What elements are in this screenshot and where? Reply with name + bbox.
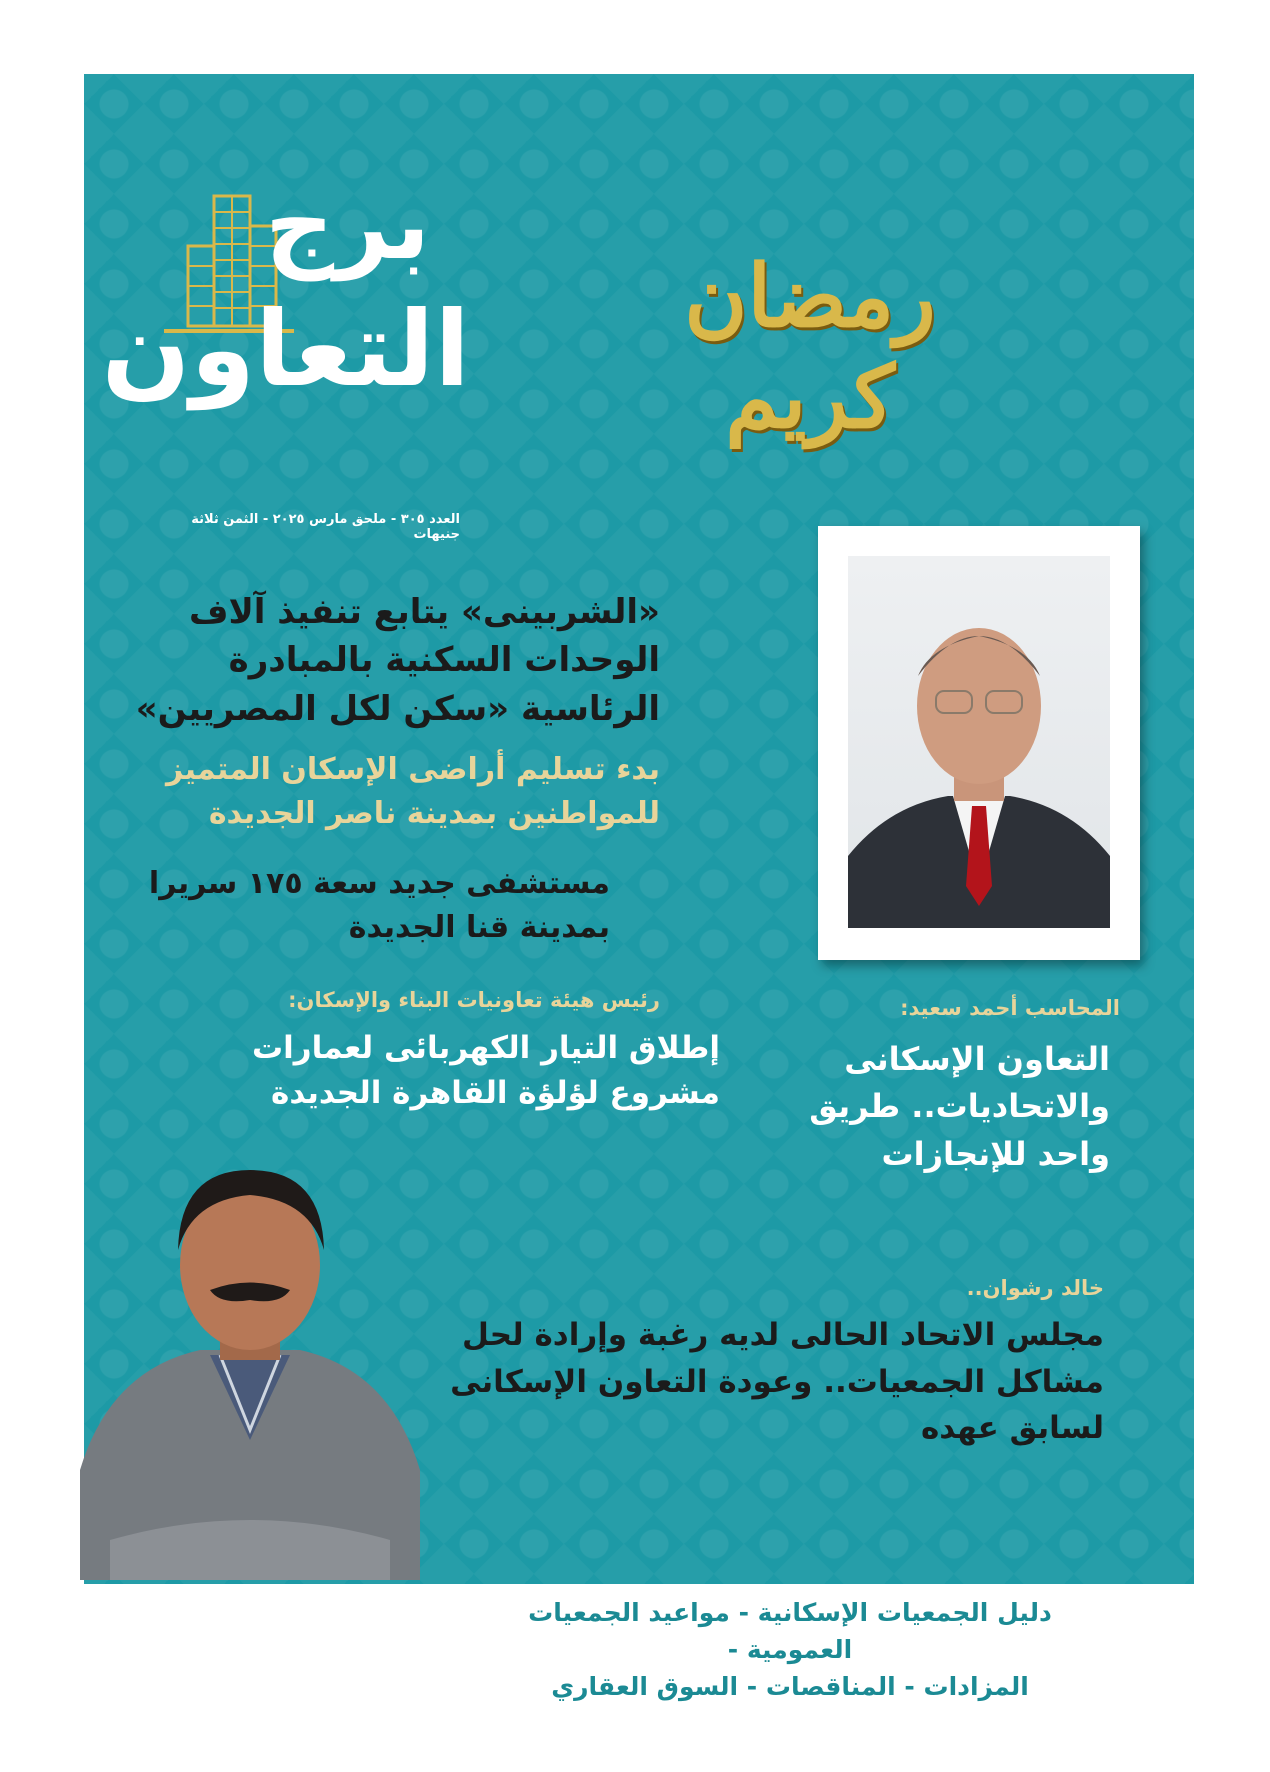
side-story-headline: التعاون الإسكانى والاتحاديات.. طريق واحد للإنجازات [809,1040,1110,1173]
portrait-figure-icon [848,556,1110,928]
side-story-kicker: المحاسب أحمد سعيد: [900,996,1120,1020]
headline-electricity: إطلاق التيار الكهربائى لعمارات مشروع لؤلؤة القاهرة الجديدة [251,1030,720,1111]
portrait-frame [818,526,1140,960]
masthead-title-word1: برج [265,169,430,281]
headline-hospital: مستشفى جديد سعة ١٧٥ سريرا بمدينة قنا الجديدة [148,866,610,945]
headline-authority-kicker: رئيس هيئة تعاونيات البناء والإسكان: [288,988,660,1012]
issue-line: العدد ٣٠٥ - ملحق مارس ٢٠٢٥ - الثمن ثلاثة جنيهات [191,512,460,542]
portrait-rashwan [70,1140,430,1580]
footer-line2: المزادات - المناقصات - السوق العقاري [551,1672,1029,1701]
portrait-photo [848,556,1110,928]
headline-sherbini: «الشربينى» يتابع تنفيذ آلاف الوحدات السكنية بالمبادرة الرئاسية «سكن لكل المصريين» [135,592,660,729]
masthead-title-word2: التعاون [101,288,470,410]
rashwan-headline: مجلس الاتحاد الحالى لديه رغبة وإرادة لحل مشاكل الجمعيات.. وعودة التعاون الإسكانى لسابق عهده [450,1317,1104,1446]
headline-land-delivery: بدء تسليم أراضى الإسكان المتميز للمواطنين بمدينة ناصر الجديدة [165,752,660,831]
ramadan-greeting: رمضان كريم [684,246,936,448]
masthead [101,169,470,515]
footer-sections [480,1594,1100,1705]
rashwan-kicker: خالد رشوان.. [966,1276,1104,1300]
footer-line1: دليل الجمعيات الإسكانية - مواعيد الجمعيات العمومية - [528,1598,1052,1664]
